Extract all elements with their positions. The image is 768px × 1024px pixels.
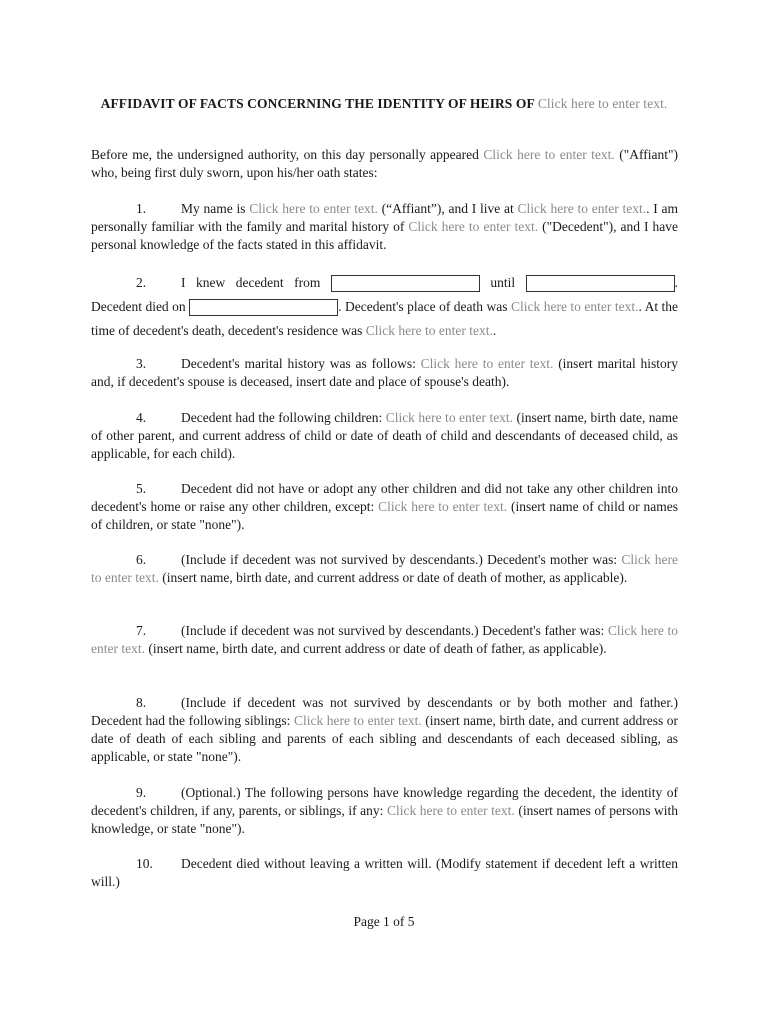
p1-text-2: (“Affiant”), and I live at xyxy=(381,201,514,216)
marital-history-field[interactable]: Click here to enter text. xyxy=(420,356,554,371)
p5-text-1: Decedent did not have or adopt any other children and did not take any other children into decedent's home or raise any other children, except: xyxy=(91,481,678,514)
p1-text-3: . I am personally familiar with the family and marital history of xyxy=(91,201,679,234)
p9-text-2: (insert names of persons with knowledge, or state "none"). xyxy=(91,803,679,836)
intro-text-1: Before me, the undersigned authority, on this day personally appeared xyxy=(91,147,479,162)
paragraph-number: 2. xyxy=(136,275,147,290)
paragraph-10 xyxy=(91,855,678,891)
place-of-death-field[interactable]: Click here to enter text. xyxy=(511,299,639,314)
knew-until-date-field[interactable] xyxy=(526,275,675,292)
p2-text-1: I knew decedent from xyxy=(181,275,321,290)
paragraph-8 xyxy=(91,694,678,766)
p7-text-2: (insert name, birth date, and current address or date of death of father, as applicable). xyxy=(148,641,607,656)
p2-text-5: . Decedent's place of death was xyxy=(338,299,508,314)
paragraph-5 xyxy=(91,480,678,534)
p2-text-7: . xyxy=(492,323,497,338)
paragraph-4 xyxy=(91,409,678,463)
p8-text-2: (insert name, birth date, and current address or date of death of each sibling and parents of each sibling and descendants of each deceased sibling, as applicable, or state "none"). xyxy=(91,713,678,764)
p2-text-3: . xyxy=(674,275,678,290)
title-text: AFFIDAVIT OF FACTS CONCERNING THE IDENTITY OF HEIRS OF xyxy=(100,96,535,111)
paragraph-6 xyxy=(91,551,678,587)
paragraph-2 xyxy=(91,271,678,343)
p3-text-1: Decedent's marital history was as follows: xyxy=(181,356,416,371)
p6-text-2: (insert name, birth date, and current address or date of death of mother, as applicable). xyxy=(162,570,628,585)
affiant-name-field-2[interactable]: Click here to enter text. xyxy=(249,201,378,216)
p2-text-2: until xyxy=(490,275,516,290)
intro-text-2: ("Affiant") who, being first duly sworn, upon his/her oath states: xyxy=(91,147,679,180)
father-field[interactable]: Click here to enter text. xyxy=(91,623,679,656)
p5-text-2: (insert name of child or names of children, or state "none"). xyxy=(91,499,679,532)
p9-text-1: (Optional.) The following persons have knowledge regarding the decedent, the identity of decedent's children, if any, parents, or siblings, if any: xyxy=(91,785,678,818)
paragraph-1 xyxy=(91,200,678,254)
knowledge-persons-field[interactable]: Click here to enter text. xyxy=(386,803,515,818)
decedent-name-field[interactable]: Click here to enter text. xyxy=(408,219,539,234)
mother-field[interactable]: Click here to enter text. xyxy=(91,552,679,585)
page-footer: Page 1 of 5 xyxy=(353,914,415,929)
siblings-field[interactable]: Click here to enter text. xyxy=(293,713,422,728)
p6-text-1: (Include if decedent was not survived by descendants.) Decedent's mother was: xyxy=(181,552,618,567)
paragraph-number: 8. xyxy=(136,695,147,710)
paragraph-number: 4. xyxy=(136,410,147,425)
p2-text-6: . At the time of decedent's death, decedent's residence was xyxy=(91,299,679,338)
p1-text-4: ("Decedent"), and I have personal knowledge of the facts stated in this affidavit. xyxy=(91,219,679,252)
residence-field[interactable]: Click here to enter text. xyxy=(365,323,493,338)
p8-text-1: (Include if decedent was not survived by descendants or by both mother and father.) Decedent had the following siblings: xyxy=(91,695,678,728)
paragraph-number: 6. xyxy=(136,552,147,567)
heir-name-field[interactable]: Click here to enter text. xyxy=(537,96,668,111)
affiant-address-field[interactable]: Click here to enter text. xyxy=(517,201,647,216)
p1-text-1: My name is xyxy=(181,201,246,216)
p3-text-2: (insert marital history and, if decedent's spouse is deceased, insert date and place of spouse's death). xyxy=(91,356,678,389)
paragraph-3 xyxy=(91,355,678,391)
paragraph-9 xyxy=(91,784,678,838)
p4-text-1: Decedent had the following children: xyxy=(181,410,383,425)
knew-from-date-field[interactable] xyxy=(331,275,480,292)
paragraph-number: 1. xyxy=(136,201,147,216)
affiant-name-field[interactable]: Click here to enter text. xyxy=(483,147,615,162)
paragraph-number: 10. xyxy=(136,856,153,871)
date-of-death-field[interactable] xyxy=(189,299,338,316)
paragraph-number: 5. xyxy=(136,481,147,496)
p2-text-4: Decedent died on xyxy=(91,299,186,314)
intro-paragraph xyxy=(91,146,678,182)
children-field[interactable]: Click here to enter text. xyxy=(385,410,514,425)
paragraph-number: 7. xyxy=(136,623,147,638)
document-title xyxy=(91,94,677,113)
paragraph-number: 9. xyxy=(136,785,147,800)
paragraph-7 xyxy=(91,622,678,658)
paragraph-number: 3. xyxy=(136,356,147,371)
other-children-field[interactable]: Click here to enter text. xyxy=(378,499,508,514)
p7-text-1: (Include if decedent was not survived by descendants.) Decedent's father was: xyxy=(181,623,605,638)
p10-text: Decedent died without leaving a written will. (Modify statement if decedent left a written will.) xyxy=(91,856,678,889)
p4-text-2: (insert name, birth date, name of other parent, and current address of child or date of death of child and descendants of deceased child, as applicable, for each child). xyxy=(91,410,678,461)
